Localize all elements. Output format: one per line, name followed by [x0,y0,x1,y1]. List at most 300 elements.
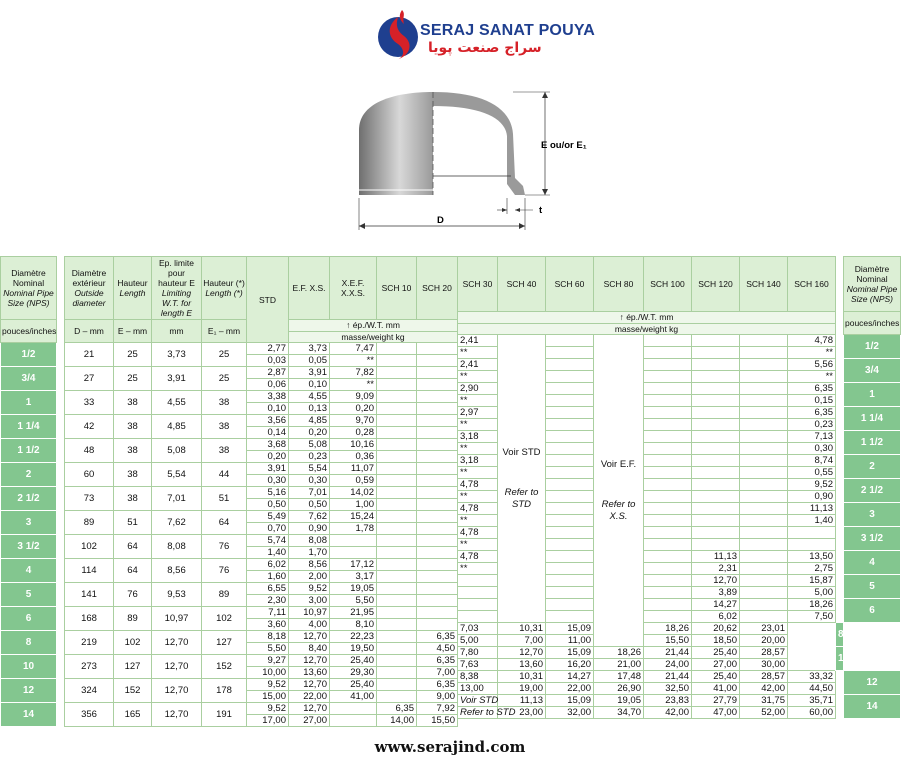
nps-cell-right: 5 [844,575,901,599]
std-cell: 6,55 [247,583,289,595]
xxs-cell: 0,36 [330,451,377,463]
length2-cell: 44 [202,463,247,487]
s10-cell: 14,00 [377,715,417,727]
xxs-cell: 41,00 [330,691,377,703]
s10-cell: 6,35 [377,703,417,715]
nps-cell: 1 1/4 [1,415,57,439]
unit-wt-limit: mm [152,320,202,343]
length-cell: 38 [114,415,152,439]
xxs-cell: 21,95 [330,607,377,619]
table-row [1,487,458,499]
od-cell: 114 [65,559,114,583]
table-row [458,695,901,707]
sch30-cell [458,611,498,623]
header-wt-limit: Ep. limite pour hauteur E Limiting W.T. for length E [152,257,202,320]
header-sch160: SCH 160 [788,257,836,312]
drawing-label-e: E ou/or E₁ [541,140,587,151]
xs-cell: 8,40 [289,643,330,655]
sch60-cell: 7,00 [498,635,546,647]
xxs-cell: 22,23 [330,631,377,643]
length-cell: 64 [114,559,152,583]
sch100-cell [644,347,692,359]
sch140-cell [740,563,788,575]
sch140-cell: 20,62 [692,623,740,635]
length2-cell: 102 [202,607,247,631]
xxs-cell: 3,17 [330,571,377,583]
xs-cell: 12,70 [289,655,330,667]
sch140-cell [740,551,788,563]
s10-cell [377,679,417,691]
xxs-cell: 25,40 [330,679,377,691]
std-cell: 9,52 [247,679,289,691]
od-cell: 356 [65,703,114,727]
header-sch140: SCH 140 [740,257,788,312]
nps-cell-right: 1 [844,383,901,407]
sch60-cell [546,383,594,395]
xs-cell: 7,62 [289,511,330,523]
std-cell: 10,00 [247,667,289,679]
s10-cell [377,367,417,379]
length-cell: 102 [114,631,152,655]
table-row [458,647,901,659]
sch60-cell [546,563,594,575]
length2-cell: 178 [202,679,247,703]
header-sch60: SCH 60 [546,257,594,312]
sch40-cell: 10,31 [498,671,546,683]
xs-cell: 9,52 [289,583,330,595]
s10-cell [377,499,417,511]
s10-cell [377,571,417,583]
unit-length2: E₁ – mm [202,320,247,343]
sch120-cell: 25,40 [692,671,740,683]
nps-cell: 6 [1,607,57,631]
nps-cell: 5 [1,583,57,607]
header-od: Diamètre extérieur Outside diameter [65,257,114,320]
od-cell: 21 [65,343,114,367]
sch120-cell [692,383,740,395]
sch30-cell [458,587,498,599]
sch160-cell: 18,26 [788,599,836,611]
sch100-cell [644,383,692,395]
sch160-cell: 28,57 [740,647,788,659]
sch30-cell: ** [458,563,498,575]
sch100-cell: 21,44 [644,671,692,683]
s20-cell: 4,50 [417,643,458,655]
xxs-cell [330,535,377,547]
sch140-cell: 42,00 [740,683,788,695]
sch100-cell [644,503,692,515]
table-row [458,683,901,695]
od-cell: 48 [65,439,114,463]
sch160-cell: 0,90 [788,491,836,503]
header-xxs: X.E.F. X.X.S. [330,257,377,320]
std-cell: 0,30 [247,475,289,487]
xs-cell: 3,91 [289,367,330,379]
sch120-cell [692,347,740,359]
sch40-cell: 23,00 [498,707,546,719]
sch100-cell [644,551,692,563]
xs-cell: 3,00 [289,595,330,607]
table-row [1,535,458,547]
sch30-cell: 2,97 [458,407,498,419]
sch60-cell [546,503,594,515]
wt-limit-cell: 12,70 [152,679,202,703]
length-cell: 25 [114,367,152,391]
s20-cell [417,595,458,607]
table-row [1,655,458,667]
nps-cell-right: 10 [836,647,844,671]
company-name-en: SERAJ SANAT POUYA [420,22,595,39]
s10-cell [377,391,417,403]
length2-cell: 152 [202,655,247,679]
unit-od: D – mm [65,320,114,343]
nps-cell: 12 [1,679,57,703]
std-cell: 0,06 [247,379,289,391]
sch60-cell: 14,27 [546,671,594,683]
s20-cell: 15,50 [417,715,458,727]
sch160-cell [788,527,836,539]
std-cell: 9,27 [247,655,289,667]
od-cell: 42 [65,415,114,439]
length-cell: 38 [114,439,152,463]
nps-cell-right: 8 [836,623,844,647]
s10-cell [377,403,417,415]
sch100-cell [644,443,692,455]
sch140-cell [740,455,788,467]
mass-unit-line: masse/weight kg [289,331,458,343]
length2-cell: 38 [202,439,247,463]
sch160-cell: ** [788,347,836,359]
xxs-cell: 7,82 [330,367,377,379]
sch100-cell [644,587,692,599]
wt-unit-line-right: ↑ ép./W.T. mm [458,312,836,324]
sch100-cell [644,407,692,419]
sch160-cell: 20,00 [740,635,788,647]
wt-limit-cell: 5,54 [152,463,202,487]
sch60-cell [546,539,594,551]
xxs-cell: 9,70 [330,415,377,427]
nps-cell-right: 2 1/2 [844,479,901,503]
sch140-cell [740,467,788,479]
sch140-cell [740,587,788,599]
nps-cell-right: 1/2 [844,335,901,359]
xs-cell: 5,54 [289,463,330,475]
header-nps-right: Diamètre Nominal Nominal Pipe Size (NPS) [844,257,901,312]
sch60-cell [546,347,594,359]
std-cell: 5,50 [247,643,289,655]
length-cell: 25 [114,343,152,367]
s20-cell [417,535,458,547]
s10-cell [377,523,417,535]
xxs-cell: 19,05 [330,583,377,595]
xxs-cell: ** [330,379,377,391]
voir-std-note: Voir STD [502,446,541,458]
table-row [1,367,458,379]
sch100-cell [644,515,692,527]
table-row [458,335,901,347]
sch160-cell: ** [788,371,836,383]
s20-cell [417,571,458,583]
std-cell: 3,60 [247,619,289,631]
sch100-cell [644,539,692,551]
xs-cell: 4,55 [289,391,330,403]
xxs-cell: 9,09 [330,391,377,403]
unit-nps-right: pouces/inches [844,312,901,335]
length-cell: 165 [114,703,152,727]
length2-cell: 51 [202,487,247,511]
header-nps: Diamètre Nominal Nominal Pipe Size (NPS) [1,257,57,320]
od-cell: 89 [65,511,114,535]
s20-cell [417,403,458,415]
nps-cell: 1 1/2 [1,439,57,463]
length2-cell: 76 [202,535,247,559]
s20-cell [417,391,458,403]
xs-cell: 4,00 [289,619,330,631]
xs-cell: 10,97 [289,607,330,619]
sch160-cell: 0,23 [788,419,836,431]
sch120-cell [692,443,740,455]
sch80-cell: 19,05 [594,695,644,707]
sch80-see-xs [594,335,644,647]
xxs-cell: 5,50 [330,595,377,607]
sch100-cell [644,575,692,587]
nps-cell: 1/2 [1,343,57,367]
nps-cell: 14 [1,703,57,727]
sch100-cell: 11,00 [546,635,594,647]
length2-cell: 191 [202,703,247,727]
sch160-cell: 2,75 [788,563,836,575]
sch60-cell [546,551,594,563]
s20-cell: 6,35 [417,631,458,643]
table-row [1,631,458,643]
sch120-cell [692,527,740,539]
sch160-cell: 6,35 [788,383,836,395]
wt-limit-cell: 3,73 [152,343,202,367]
nps-cell: 3 1/2 [1,535,57,559]
xxs-cell: 19,50 [330,643,377,655]
s20-cell [417,523,458,535]
wt-limit-cell: 8,56 [152,559,202,583]
sch160-cell: 7,50 [788,611,836,623]
table-row [1,415,458,427]
s10-cell [377,451,417,463]
nps-cell-right: 1 1/4 [844,407,901,431]
sch60-cell [546,407,594,419]
s10-cell [377,379,417,391]
xs-cell: 7,01 [289,487,330,499]
wt-unit-line: ↑ ép./W.T. mm [289,320,458,332]
xs-cell: 0,20 [289,427,330,439]
wt-limit-cell: 7,01 [152,487,202,511]
sch30-cell: 7,80 [458,647,498,659]
s10-cell [377,511,417,523]
sch60-cell [546,371,594,383]
sch100-cell [644,491,692,503]
sch160-cell: 13,50 [788,551,836,563]
sch100-cell: 15,09 [546,623,594,635]
s10-cell [377,583,417,595]
sch100-cell [644,395,692,407]
sch140-cell [740,515,788,527]
od-cell: 27 [65,367,114,391]
sch160-cell: 0,55 [788,467,836,479]
length-cell: 152 [114,679,152,703]
sch140-cell [740,359,788,371]
s20-cell [417,415,458,427]
nps-cell: 1 [1,391,57,415]
sch30-cell: ** [458,515,498,527]
wt-limit-cell: 12,70 [152,703,202,727]
sch30-cell: 2,41 [458,359,498,371]
sch30-cell: ** [458,539,498,551]
table-row [1,439,458,451]
sch100-cell: 23,83 [644,695,692,707]
s20-cell [417,379,458,391]
length-cell: 76 [114,583,152,607]
sch80-cell: 34,70 [594,707,644,719]
length2-cell: 89 [202,583,247,607]
sch120-cell [692,455,740,467]
header-sch20: SCH 20 [417,257,458,320]
std-cell: 2,87 [247,367,289,379]
std-cell: 9,52 [247,703,289,715]
sch120-cell [692,419,740,431]
header-sch100: SCH 100 [644,257,692,312]
std-cell: 8,18 [247,631,289,643]
std-cell: 5,49 [247,511,289,523]
s10-cell [377,535,417,547]
unit-nps: pouces/inches [1,320,57,343]
xxs-cell: 11,07 [330,463,377,475]
s10-cell [377,343,417,355]
length2-cell: 38 [202,415,247,439]
sch140-cell [740,395,788,407]
wt-limit-cell: 9,53 [152,583,202,607]
wt-limit-cell: 4,55 [152,391,202,415]
sch120-cell: 24,00 [644,659,692,671]
sch160-cell: 35,71 [788,695,836,707]
s10-cell [377,595,417,607]
s20-cell [417,451,458,463]
sch100-cell [644,359,692,371]
s10-cell [377,439,417,451]
wt-limit-cell: 8,08 [152,535,202,559]
std-cell: 5,74 [247,535,289,547]
sch140-cell [740,419,788,431]
sch140-cell: 27,00 [692,659,740,671]
sch120-cell [692,515,740,527]
sch100-cell [644,431,692,443]
xxs-cell [330,715,377,727]
sch120-cell: 41,00 [692,683,740,695]
sch120-cell: 3,89 [692,587,740,599]
s20-cell [417,427,458,439]
xxs-cell: 8,10 [330,619,377,631]
length2-cell: 64 [202,511,247,535]
od-cell: 102 [65,535,114,559]
sch30-cell: 2,41 [458,335,498,347]
sch120-cell: 14,27 [692,599,740,611]
std-cell: 0,20 [247,451,289,463]
header-length: Hauteur Length [114,257,152,320]
sch60-cell [546,443,594,455]
drawing-label-d: D [437,215,444,226]
sch120-cell [692,431,740,443]
length-cell: 38 [114,487,152,511]
xs-cell: 0,23 [289,451,330,463]
sch140-cell [740,371,788,383]
sch120-cell: 11,13 [692,551,740,563]
sch120-cell [692,503,740,515]
xs-cell: 27,00 [289,715,330,727]
od-cell: 324 [65,679,114,703]
sch160-cell: 44,50 [788,683,836,695]
sch160-cell: 11,13 [788,503,836,515]
sch100-cell: 32,50 [644,683,692,695]
sch140-cell [740,503,788,515]
sch60-cell: 32,00 [546,707,594,719]
sch30-cell: Voir STD [458,695,498,707]
wt-limit-cell: 4,85 [152,415,202,439]
table-row [1,607,458,619]
s20-cell [417,583,458,595]
nps-cell: 2 1/2 [1,487,57,511]
sch160-cell: 7,13 [788,431,836,443]
sch140-cell [740,539,788,551]
sch60-cell [546,515,594,527]
std-cell: 3,68 [247,439,289,451]
nps-cell: 8 [1,631,57,655]
s20-cell [417,547,458,559]
od-cell: 168 [65,607,114,631]
voir-ef-note: Voir E.F. [600,458,637,470]
s10-cell [377,691,417,703]
header-sch30: SCH 30 [458,257,498,312]
sch80-cell: 17,48 [594,671,644,683]
sch30-cell: ** [458,347,498,359]
table-row [1,511,458,523]
std-cell: 17,00 [247,715,289,727]
sch60-cell: 10,31 [498,623,546,635]
std-cell: 0,50 [247,499,289,511]
sch60-cell: 13,60 [498,659,546,671]
sch60-cell [546,419,594,431]
sch60-cell [546,431,594,443]
length2-cell: 127 [202,631,247,655]
sch80-cell: 16,20 [546,659,594,671]
website-url: www.serajind.com [374,738,526,756]
length-cell: 38 [114,463,152,487]
sch30-cell: 3,18 [458,431,498,443]
sch30-cell: ** [458,419,498,431]
header-xs: E.F. X.S. [289,257,330,320]
sch30-cell: ** [458,371,498,383]
xs-cell: 0,10 [289,379,330,391]
std-cell: 7,11 [247,607,289,619]
xs-cell: 0,05 [289,355,330,367]
sch120-cell [692,395,740,407]
xxs-cell: 1,78 [330,523,377,535]
sch60-cell: 22,00 [546,683,594,695]
sch100-cell [644,455,692,467]
sch120-cell [692,539,740,551]
sch30-cell: Refer to STD [458,707,498,719]
table-row [1,343,458,355]
sch100-cell [644,599,692,611]
table-row [1,463,458,475]
sch120-cell: 18,26 [644,623,692,635]
length2-cell: 25 [202,343,247,367]
